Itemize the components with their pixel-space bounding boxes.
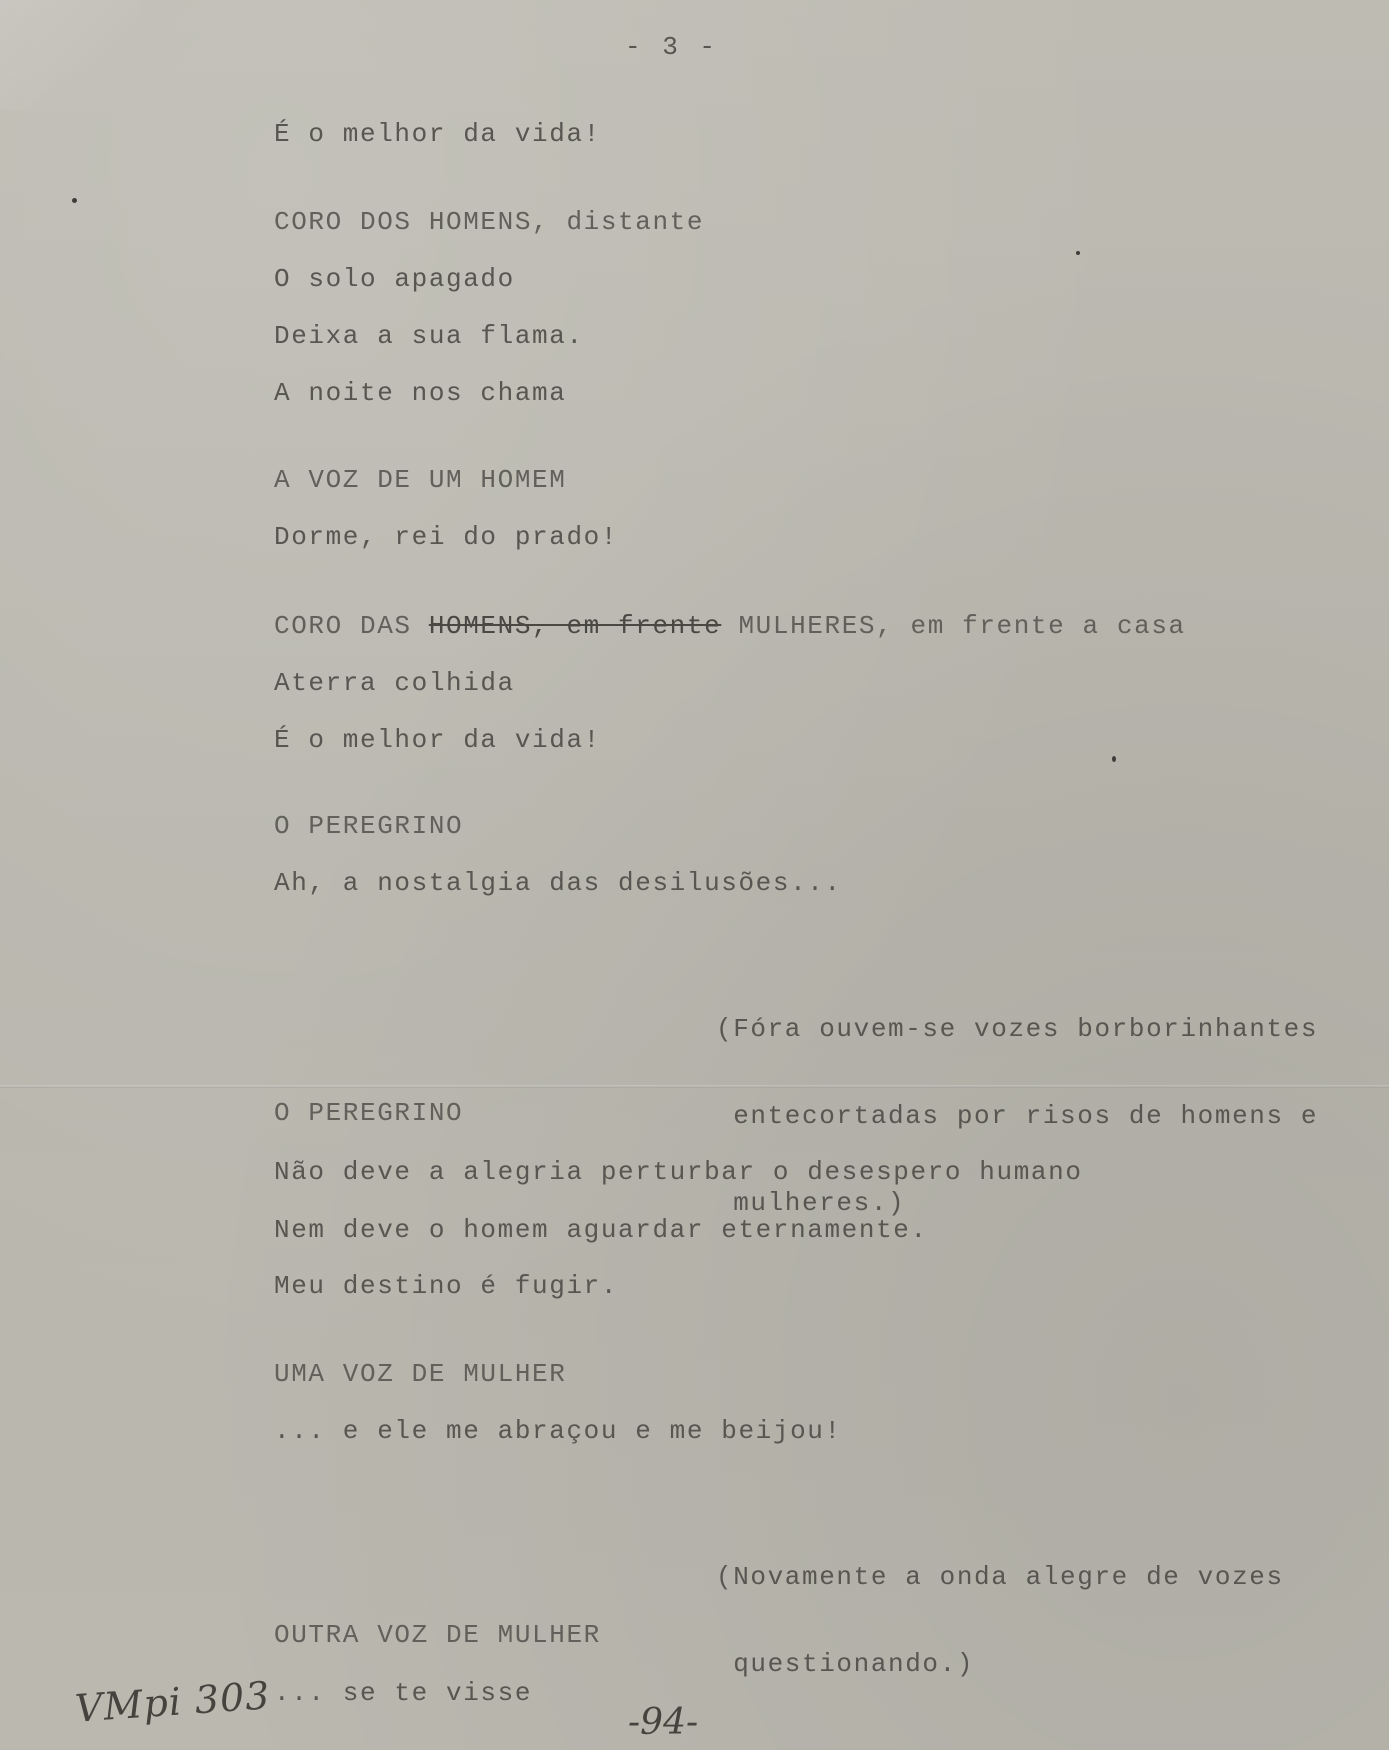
ink-speck <box>1112 756 1116 762</box>
tape-mark <box>0 0 140 110</box>
stage-direction-line: (Novamente a onda alegre de vozes <box>716 1562 1284 1592</box>
struck-out-text: HOMENS, em frente <box>428 611 722 641</box>
speaker-heading: OUTRA VOZ DE MULHER <box>274 1620 601 1650</box>
verse-line: Meu destino é fugir. <box>274 1271 619 1301</box>
stage-direction <box>716 1505 1284 1737</box>
speaker-heading: UMA VOZ DE MULHER <box>274 1359 567 1389</box>
speaker-heading: O PEREGRINO <box>274 1098 464 1128</box>
speaker-heading-part: MULHERES, em frente a casa <box>721 611 1186 641</box>
speaker-heading <box>274 611 1186 641</box>
verse-line: O solo apagado <box>274 264 515 294</box>
speaker-heading: CORO DOS HOMENS, distante <box>274 207 705 237</box>
verse-line: A noite nos chama <box>274 378 567 408</box>
verse-line: É o melhor da vida! <box>274 725 601 755</box>
verse-line: Nem deve o homem aguardar eternamente. <box>274 1215 928 1245</box>
stage-direction-line: entecortadas por risos de homens e <box>716 1101 1319 1131</box>
verse-line: É o melhor da vida! <box>274 119 601 149</box>
ink-speck <box>72 198 77 203</box>
verse-line: ... e ele me abraçou e me beijou! <box>274 1416 842 1446</box>
verse-line: Deixa a sua flama. <box>274 321 584 351</box>
speaker-heading: O PEREGRINO <box>274 811 464 841</box>
verse-line: ... se te visse <box>274 1678 533 1708</box>
verse-line: Ah, a nostalgia das desilusões... <box>274 868 842 898</box>
page-number: - 3 - <box>625 32 719 62</box>
speaker-heading-part: CORO D <box>274 611 378 641</box>
verse-line: Não deve a alegria perturbar o desespero humano <box>274 1157 1083 1187</box>
verse-line: Dorme, rei do prado! <box>274 522 619 552</box>
handwritten-reference: VMpi 303 <box>73 1673 272 1731</box>
ink-speck <box>1076 251 1080 255</box>
stage-direction-line: questionando.) <box>716 1649 975 1679</box>
verse-line: Aterra colhida <box>274 668 515 698</box>
speaker-heading-part: AS <box>377 611 429 641</box>
stage-direction-line: mulheres.) <box>716 1188 906 1218</box>
handwritten-folio-number: -94- <box>628 1702 699 1743</box>
speaker-heading: A VOZ DE UM HOMEM <box>274 465 567 495</box>
stage-direction-line: (Fóra ouvem-se vozes borborinhantes <box>716 1014 1319 1044</box>
